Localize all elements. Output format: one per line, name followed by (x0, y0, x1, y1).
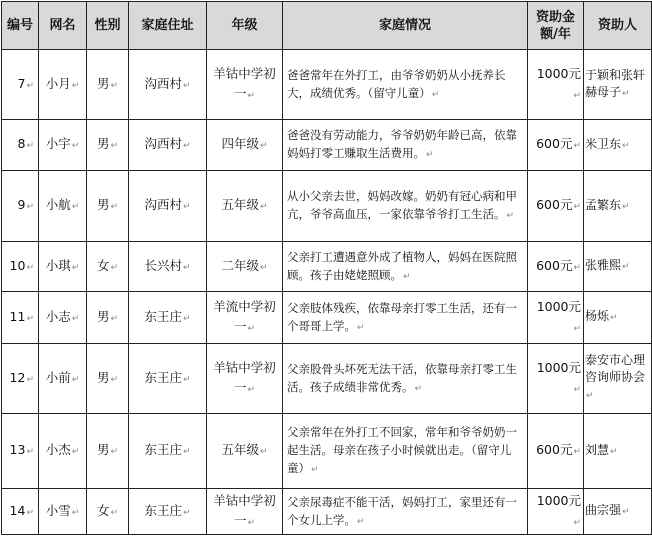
return-mark-icon: ↵ (573, 262, 581, 273)
return-mark-icon: ↵ (71, 447, 80, 457)
sponsor-amount-cell (528, 414, 584, 489)
child-gender-cell (87, 292, 129, 344)
home-address-cell (129, 171, 207, 242)
return-mark-icon: ↵ (71, 141, 80, 151)
header-row (2, 2, 652, 50)
family-situation-cell (283, 344, 528, 414)
return-mark-icon: ↵ (182, 507, 191, 518)
table-row (2, 414, 652, 489)
row-number: 13 (9, 442, 26, 457)
table-row (2, 344, 652, 414)
return-mark-icon: ↵ (182, 313, 191, 324)
home-address-cell (129, 292, 207, 344)
header-gender: 性别 (87, 2, 129, 50)
row-number-cell (2, 292, 39, 344)
row-number: 7 (17, 75, 26, 91)
row-number-cell (2, 414, 39, 489)
return-mark-icon: ↵ (110, 507, 119, 518)
child-gender: 男 (96, 442, 110, 457)
return-mark-icon: ↵ (110, 313, 119, 324)
row-number: 10 (9, 257, 26, 273)
return-mark-icon: ↵ (71, 313, 80, 324)
return-mark-icon: ↵ (586, 391, 594, 401)
school-grade-cell (207, 50, 283, 120)
family-situation: 父亲股骨头坏死无法干活，依靠母亲打零工生活。孩子成绩非常优秀。 (287, 361, 517, 394)
sponsor-name: 杨烁 (585, 309, 610, 323)
return-mark-icon: ↵ (26, 507, 34, 518)
return-mark-icon: ↵ (110, 262, 119, 273)
home-address: 沟西村 (144, 197, 182, 212)
sponsor-amount-cell (528, 292, 584, 344)
school-grade-cell (207, 171, 283, 242)
sponsorship-table (1, 1, 652, 535)
child-name-cell (39, 414, 87, 489)
child-name-cell (39, 489, 87, 535)
home-address-cell (129, 344, 207, 414)
home-address-cell (129, 120, 207, 171)
sponsor-amount: 600元 (536, 257, 573, 273)
return-mark-icon: ↵ (110, 202, 119, 212)
return-mark-icon: ↵ (110, 80, 119, 91)
return-mark-icon: ↵ (247, 323, 256, 334)
child-gender: 男 (96, 75, 110, 91)
row-number: 12 (9, 369, 26, 385)
return-mark-icon: ↵ (573, 90, 581, 101)
sponsor-name-cell (584, 171, 652, 242)
sponsor-name: 张雅熙 (585, 258, 622, 272)
home-address-cell (129, 414, 207, 489)
sponsor-name-cell (584, 489, 652, 535)
sponsor-name-cell (584, 242, 652, 292)
home-address: 沟西村 (144, 136, 182, 151)
return-mark-icon: ↵ (26, 262, 34, 273)
row-number: 8 (17, 136, 26, 151)
return-mark-icon: ↵ (622, 507, 630, 517)
sponsor-amount-cell (528, 344, 584, 414)
table-row (2, 242, 652, 292)
header-sponsor: 资助人 (584, 2, 652, 50)
return-mark-icon: ↵ (26, 374, 34, 385)
return-mark-icon: ↵ (622, 262, 630, 272)
family-situation-cell (283, 414, 528, 489)
child-name-cell (39, 171, 87, 242)
sponsor-amount: 1000元 (536, 492, 581, 508)
child-name: 小琪 (45, 257, 71, 273)
child-name: 小前 (45, 369, 71, 385)
sponsor-amount: 1000元 (536, 359, 581, 375)
return-mark-icon: ↵ (259, 262, 268, 273)
child-gender: 女 (96, 257, 110, 273)
row-number: 9 (17, 197, 26, 212)
return-mark-icon: ↵ (26, 447, 34, 457)
sponsor-name: 孟繁东 (585, 197, 622, 212)
return-mark-icon: ↵ (259, 141, 268, 151)
row-number: 14 (9, 502, 26, 518)
sponsor-amount-cell (528, 120, 584, 171)
return-mark-icon: ↵ (247, 90, 256, 101)
return-mark-icon: ↵ (110, 141, 119, 151)
return-mark-icon: ↵ (622, 140, 630, 151)
sponsor-amount: 1000元 (536, 298, 581, 314)
family-situation-cell (283, 171, 528, 242)
sponsor-name-cell (584, 344, 652, 414)
school-grade-cell (207, 120, 283, 171)
header-amount: 资助金额/年 (528, 2, 584, 50)
child-name: 小宇 (45, 136, 71, 151)
school-grade: 羊钴中学初一 (213, 359, 276, 395)
return-mark-icon: ↵ (182, 141, 191, 151)
home-address: 东王庄 (144, 308, 182, 324)
return-mark-icon: ↵ (573, 384, 581, 395)
return-mark-icon: ↵ (26, 80, 34, 91)
school-grade-cell (207, 292, 283, 344)
sponsor-amount-cell (528, 171, 584, 242)
child-name: 小雪 (45, 502, 71, 518)
school-grade: 四年级 (221, 136, 259, 151)
return-mark-icon: ↵ (311, 465, 319, 475)
return-mark-icon: ↵ (610, 446, 618, 457)
family-situation: 父亲打工遭遇意外成了植物人，妈妈在医院照顾。孩子由姥姥照顾。 (287, 249, 517, 282)
return-mark-icon: ↵ (573, 517, 581, 528)
header-name: 网名 (39, 2, 87, 50)
child-name-cell (39, 242, 87, 292)
row-number-cell (2, 489, 39, 535)
sponsor-name-cell (584, 120, 652, 171)
sponsor-amount-cell (528, 242, 584, 292)
family-situation: 从小父亲去世，妈妈改嫁。奶奶有冠心病和甲亢，爷爷高血压，一家依靠爷爷打工生活。 (287, 189, 517, 221)
table-row (2, 171, 652, 242)
child-gender-cell (87, 120, 129, 171)
sponsor-amount-cell (528, 489, 584, 535)
sponsor-name-cell (584, 292, 652, 344)
row-number-cell (2, 50, 39, 120)
return-mark-icon: ↵ (110, 374, 119, 385)
return-mark-icon: ↵ (247, 517, 256, 528)
child-gender: 男 (96, 136, 110, 151)
sponsor-name: 曲宗强 (585, 503, 622, 517)
table-row (2, 489, 652, 535)
sponsor-amount-cell (528, 50, 584, 120)
family-situation-cell (283, 50, 528, 120)
school-grade-cell (207, 414, 283, 489)
school-grade-cell (207, 242, 283, 292)
table-row (2, 50, 652, 120)
family-situation-cell (283, 242, 528, 292)
sponsor-amount: 600元 (536, 197, 573, 212)
child-gender-cell (87, 489, 129, 535)
return-mark-icon: ↵ (357, 516, 365, 527)
row-number-cell (2, 344, 39, 414)
return-mark-icon: ↵ (622, 201, 630, 212)
child-name: 小航 (45, 197, 71, 212)
return-mark-icon: ↵ (26, 202, 34, 212)
home-address: 东王庄 (144, 502, 182, 518)
row-number-cell (2, 120, 39, 171)
child-gender-cell (87, 344, 129, 414)
child-name-cell (39, 344, 87, 414)
child-gender-cell (87, 171, 129, 242)
sponsor-name: 于颖和张轩赫母子 (585, 67, 646, 99)
return-mark-icon: ↵ (622, 88, 630, 99)
return-mark-icon: ↵ (71, 374, 80, 385)
family-situation: 父亲肢体残疾，依靠母亲打零工生活，还有一个哥哥上学。 (287, 300, 517, 333)
child-name: 小志 (45, 308, 71, 324)
child-name-cell (39, 292, 87, 344)
return-mark-icon: ↵ (610, 313, 618, 323)
return-mark-icon: ↵ (182, 202, 191, 212)
return-mark-icon: ↵ (431, 89, 440, 100)
school-grade: 羊钴中学初一 (213, 492, 276, 528)
child-gender-cell (87, 50, 129, 120)
return-mark-icon: ↵ (71, 507, 80, 518)
family-situation: 父亲常年在外打工不回家，常年和爷爷奶奶一起生活。母亲在孩子小时候就出走。（留守儿童） (287, 425, 517, 475)
return-mark-icon: ↵ (182, 374, 191, 385)
return-mark-icon: ↵ (506, 211, 515, 221)
child-name-cell (39, 50, 87, 120)
home-address-cell (129, 50, 207, 120)
return-mark-icon: ↵ (573, 447, 581, 457)
sponsor-name: 泰安市心理咨询师协会 (585, 353, 646, 384)
home-address: 沟西村 (144, 75, 182, 91)
return-mark-icon: ↵ (573, 323, 581, 334)
sponsor-name-cell (584, 50, 652, 120)
family-situation-cell (283, 489, 528, 535)
child-gender-cell (87, 242, 129, 292)
child-gender: 男 (96, 308, 110, 324)
return-mark-icon: ↵ (247, 384, 256, 395)
return-mark-icon: ↵ (71, 262, 80, 273)
sponsor-amount: 600元 (536, 442, 573, 457)
child-name-cell (39, 120, 87, 171)
family-situation: 父亲尿毒症不能干活，妈妈打工，家里还有一个女儿上学。 (287, 494, 517, 527)
child-name: 小杰 (45, 442, 71, 457)
return-mark-icon: ↵ (403, 271, 411, 282)
child-gender-cell (87, 414, 129, 489)
school-grade: 五年级 (221, 197, 259, 212)
header-address: 家庭住址 (129, 2, 207, 50)
return-mark-icon: ↵ (26, 141, 34, 151)
school-grade: 五年级 (221, 442, 259, 457)
return-mark-icon: ↵ (110, 447, 119, 457)
home-address-cell (129, 489, 207, 535)
child-name: 小月 (45, 75, 71, 91)
school-grade: 羊钴中学初一 (213, 65, 276, 101)
return-mark-icon: ↵ (259, 202, 268, 212)
header-situation: 家庭情况 (283, 2, 528, 50)
home-address: 长兴村 (144, 257, 182, 273)
child-gender: 女 (96, 502, 110, 518)
home-address-cell (129, 242, 207, 292)
home-address: 东王庄 (144, 442, 182, 457)
return-mark-icon: ↵ (357, 322, 365, 333)
school-grade-cell (207, 344, 283, 414)
return-mark-icon: ↵ (71, 202, 80, 212)
school-grade: 二年级 (221, 257, 259, 273)
child-gender: 男 (96, 369, 110, 385)
family-situation: 爸爸常年在外打工，由爷爷奶奶从小抚养长大，成绩优秀。（留守儿童） (287, 67, 506, 100)
header-no: 编号 (2, 2, 39, 50)
return-mark-icon: ↵ (573, 202, 581, 212)
return-mark-icon: ↵ (426, 150, 434, 160)
return-mark-icon: ↵ (182, 80, 191, 91)
return-mark-icon: ↵ (182, 447, 191, 457)
return-mark-icon: ↵ (414, 383, 423, 394)
sponsor-amount: 600元 (536, 136, 573, 151)
sponsor-amount: 1000元 (536, 65, 581, 81)
home-address: 东王庄 (144, 369, 182, 385)
row-number-cell (2, 242, 39, 292)
header-grade: 年级 (207, 2, 283, 50)
return-mark-icon: ↵ (182, 262, 191, 273)
child-gender: 男 (96, 197, 110, 212)
family-situation: 爸爸没有劳动能力，爷爷奶奶年龄已高，依靠妈妈打零工赚取生活费用。 (287, 128, 517, 160)
return-mark-icon: ↵ (259, 447, 268, 457)
school-grade-cell (207, 489, 283, 535)
family-situation-cell (283, 292, 528, 344)
return-mark-icon: ↵ (71, 80, 80, 91)
table-row (2, 120, 652, 171)
return-mark-icon: ↵ (573, 141, 581, 151)
family-situation-cell (283, 120, 528, 171)
sponsor-name: 米卫东 (585, 136, 622, 151)
return-mark-icon: ↵ (26, 313, 34, 324)
row-number: 11 (9, 308, 26, 324)
row-number-cell (2, 171, 39, 242)
school-grade: 羊流中学初一 (213, 298, 276, 334)
sponsor-name: 刘慧 (585, 442, 610, 457)
sponsor-name-cell (584, 414, 652, 489)
table-row (2, 292, 652, 344)
